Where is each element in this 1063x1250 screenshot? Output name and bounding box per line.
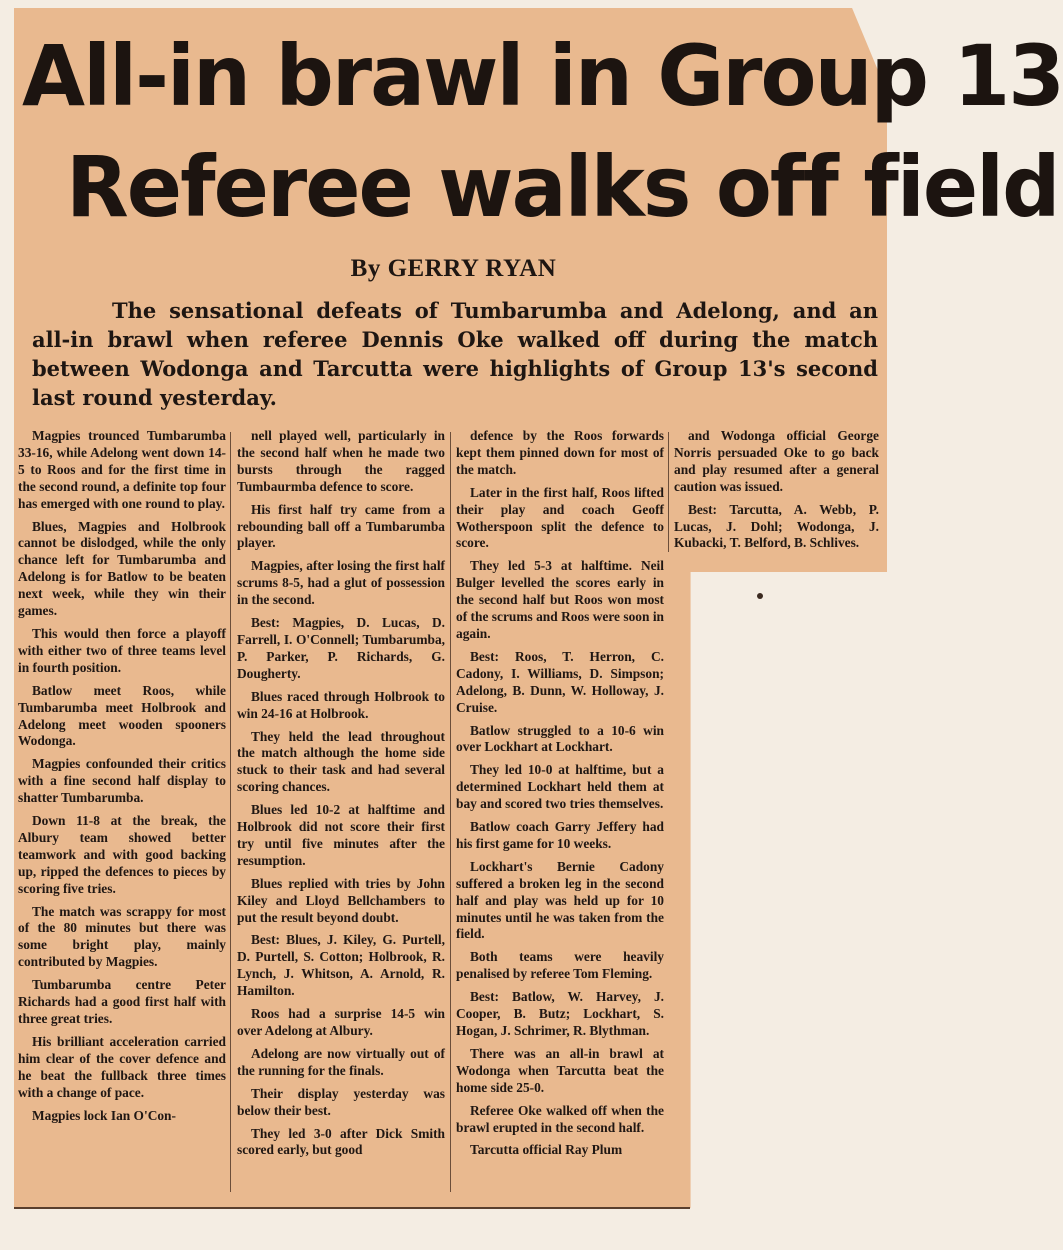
article-paragraph: This would then force a playoff with either two of three teams level in fourth position. — [18, 625, 226, 675]
article-paragraph: Later in the first half, Roos lifted their play and coach Geoff Wotherspoon split the defence to score. — [456, 484, 664, 551]
article-paragraph: and Wodonga official George Norris persuaded Oke to go back and play resumed after a general caution was issued. — [674, 428, 879, 494]
article-paragraph: Adelong are now virtually out of the running for the finals. — [237, 1045, 445, 1078]
article-paragraph: defence by the Roos forwards kept them pinned down for most of the match. — [456, 428, 664, 477]
article-paragraph: Blues replied with tries by John Kiley and Lloyd Bellchambers to put the result beyond doubt. — [237, 875, 445, 925]
column-rule — [450, 432, 451, 1192]
article-paragraph: Tumbarumba centre Peter Richards had a good first half with three great tries. — [18, 977, 226, 1026]
article-paragraph: Blues led 10-2 at halftime and Holbrook did not score their first try until five minutes after the resumption. — [237, 802, 445, 868]
article-paragraph: Best: Tarcutta, A. Webb, P. Lucas, J. Dohl; Wodonga, J. Kubacki, T. Belford, B. Schlives. — [674, 501, 879, 551]
article-paragraph: Down 11-8 at the break, the Albury team showed better teamwork and with good backing up, ripped the defences to pieces by scoring five tries. — [18, 813, 226, 896]
article-paragraph: Both teams were heavily penalised by referee Tom Fleming. — [456, 949, 664, 982]
article-paragraph: They led 10-0 at halftime, but a determined Lockhart held them at bay and scored two tries themselves. — [456, 762, 664, 812]
article-paragraph: They led 5-3 at halftime. Neil Bulger levelled the scores early in the second half but Roos won most of the scrums and Roos were soon in again. — [456, 558, 664, 641]
article-paragraph: They led 3-0 after Dick Smith scored early, but good — [237, 1125, 445, 1158]
article-paragraph: Magpies lock Ian O'Con- — [32, 1107, 176, 1123]
article-paragraph: Blues raced through Holbrook to win 24-16 at Holbrook. — [237, 688, 445, 721]
byline: By GERRY RYAN — [350, 255, 557, 282]
article-paragraph: His brilliant acceleration carried him clear of the cover defence and he beat the fullback three times with a change of pace. — [18, 1033, 226, 1100]
column-rule — [230, 432, 231, 1192]
article-paragraph: Best: Magpies, D. Lucas, D. Farrell, I. O'Connell; Tumbarumba, P. Parker, P. Richards, G. Dougherty. — [237, 615, 445, 681]
article-paragraph: There was an all-in brawl at Wodonga when Tarcutta beat the home side 25-0. — [456, 1045, 664, 1095]
article-paragraph: Best: Roos, T. Herron, C. Cadony, I. Williams, D. Simpson; Adelong, B. Dunn, W. Holloway, J. Cruise. — [456, 648, 664, 715]
headline-line-1: All-in brawl in Group 13 — [22, 27, 1063, 125]
article-paragraph: Batlow coach Garry Jeffery had his first game for 10 weeks. — [456, 819, 664, 851]
article-paragraph: Batlow struggled to a 10-6 win over Lockhart at Lockhart. — [456, 722, 664, 755]
article-paragraph: The match was scrappy for most of the 80 minutes but there was some bright play, mainly contributed by Magpies. — [18, 903, 226, 970]
article-column-4 — [674, 428, 879, 558]
ink-spot — [757, 593, 763, 599]
article-paragraph: Best: Blues, J. Kiley, G. Purtell, D. Purtell, S. Cotton; Holbrook, R. Lynch, J. Whitson, A. Arnold, R. Hamilton. — [237, 932, 445, 999]
article-paragraph: Their display yesterday was below their best. — [237, 1085, 445, 1118]
intro-paragraph: The sensational defeats of Tumbarumba and Adelong, and an all-in brawl when referee Dennis Oke walked off during the match between Wodonga and Tarcutta were highlights of Group 13's second last round yesterday. — [32, 298, 878, 410]
article-paragraph: Referee Oke walked off when the brawl erupted in the second half. — [456, 1102, 664, 1135]
article-paragraph: His first half try came from a rebounding ball off a Tumbarumba player. — [237, 501, 445, 551]
article-paragraph: Lockhart's Bernie Cadony suffered a broken leg in the second half and play was held up for 10 minutes until he was taken from the field. — [456, 858, 664, 942]
article-paragraph: Blues, Magpies and Holbrook cannot be dislodged, while the only chance left for Tumbarumba and Adelong is for Batlow to be beaten next week, while they win their games. — [18, 518, 226, 619]
clipping-bottom-edge — [14, 1207, 690, 1209]
article-paragraph: Magpies trounced Tumbarumba 33-16, while Adelong went down 14-5 to Roos and for the first time in the second round, a definite top four has emerged with one round to play. — [18, 428, 226, 511]
article-paragraph: nell played well, particularly in the second half when he made two bursts through the ragged Tumbaurmba defence to score. — [237, 428, 445, 494]
headline-line-2: Referee walks off field — [66, 138, 1059, 236]
article-paragraph: Batlow meet Roos, while Tumbarumba meet Holbrook and Adelong meet wooden spooners Wodonga. — [18, 682, 226, 749]
article-paragraph: Tarcutta official Ray Plum — [470, 1142, 623, 1158]
column-rule — [668, 432, 669, 552]
article-paragraph: They held the lead throughout the match although the home side stuck to their task and had several scoring chances. — [237, 728, 445, 795]
article-paragraph: Best: Batlow, W. Harvey, J. Cooper, B. Butz; Lockhart, S. Hogan, J. Schrimer, R. Blythman. — [456, 989, 664, 1038]
article-paragraph: Roos had a surprise 14-5 win over Adelong at Albury. — [237, 1006, 445, 1038]
article-column-1 — [18, 428, 226, 1130]
article-column-3 — [456, 428, 664, 1165]
article-paragraph: Magpies confounded their critics with a fine second half display to shatter Tumbarumba. — [18, 756, 226, 806]
article-column-2 — [237, 428, 445, 1165]
article-paragraph: Magpies, after losing the first half scrums 8-5, had a glut of possession in the second. — [237, 558, 445, 608]
